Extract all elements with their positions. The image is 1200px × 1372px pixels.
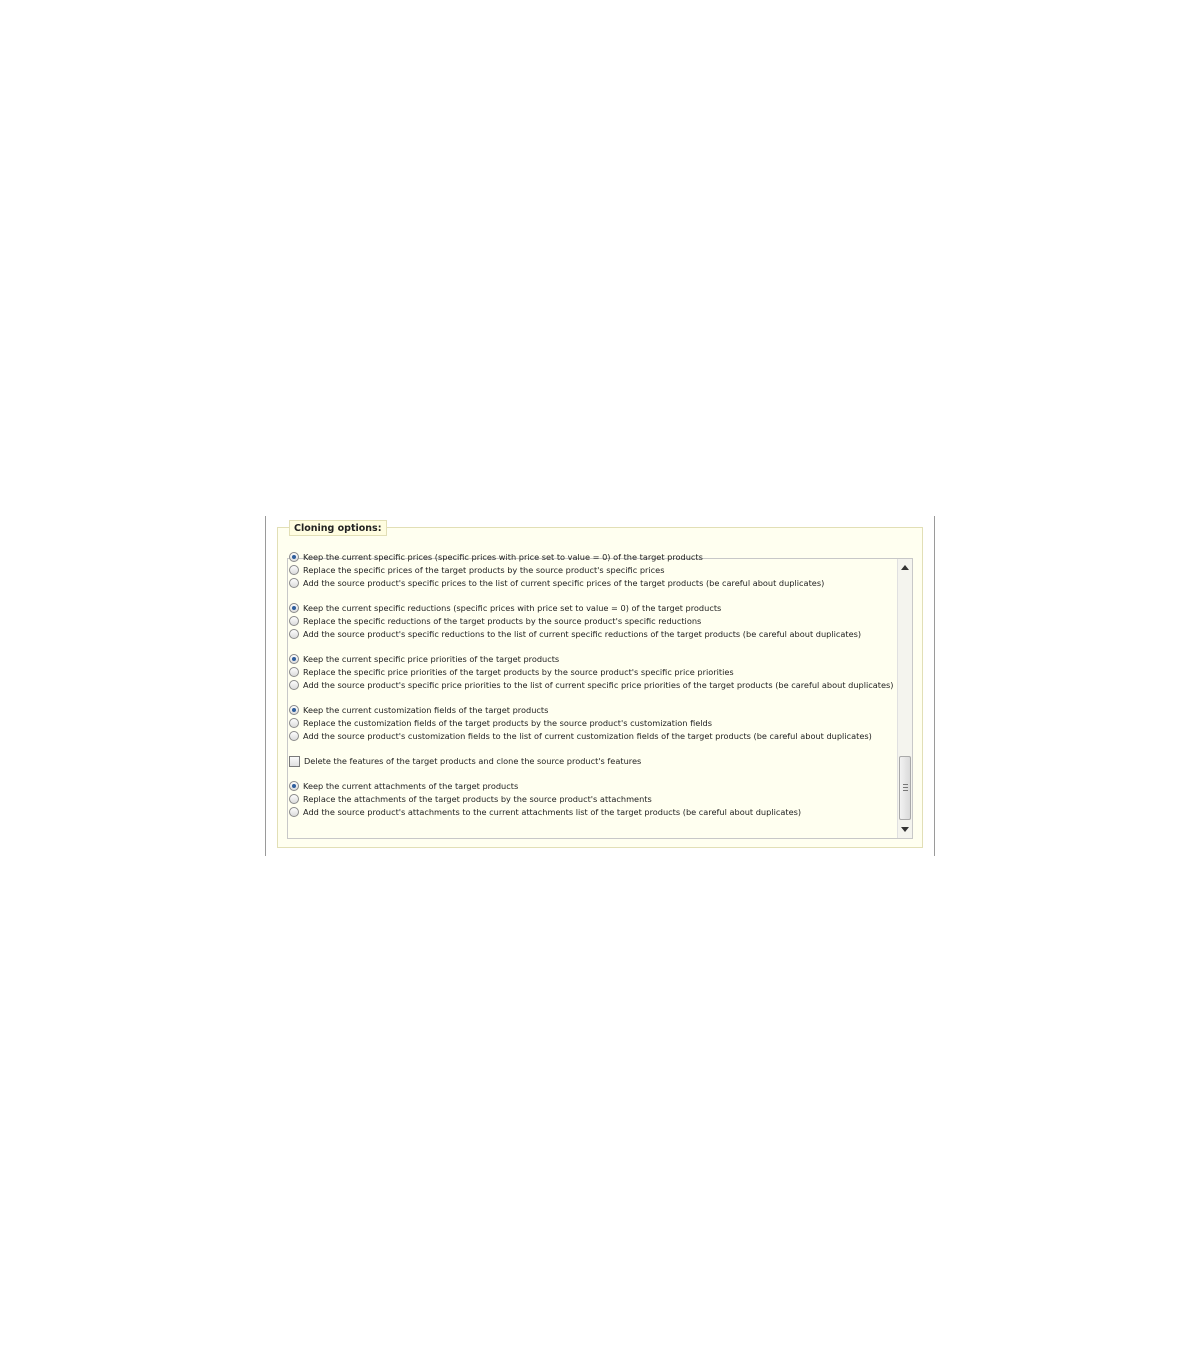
customization-fields-group	[288, 704, 898, 743]
radio-keep-customization-fields[interactable]	[289, 705, 299, 715]
scroll-up-arrow-icon[interactable]	[901, 565, 909, 570]
radio-add-specific-prices[interactable]	[289, 578, 299, 588]
radio-replace-specific-reductions[interactable]	[289, 616, 299, 626]
radio-add-customization-fields[interactable]	[289, 731, 299, 741]
attachments-group	[288, 780, 898, 819]
scroll-down-arrow-icon[interactable]	[901, 827, 909, 832]
page-frame-right-border	[934, 516, 935, 856]
option-label: Replace the specific prices of the target products by the source product's specific prices	[303, 565, 665, 575]
option-replace-price-priorities[interactable]	[288, 666, 898, 679]
option-label: Replace the specific price priorities of the target products by the source product's specific price priorities	[303, 667, 734, 677]
option-label: Keep the current attachments of the target products	[303, 781, 519, 791]
option-label: Replace the customization fields of the target products by the source product's customization fields	[303, 718, 713, 728]
option-label: Replace the specific reductions of the target products by the source product's specific reductions	[303, 616, 702, 626]
options-list	[288, 551, 898, 831]
grip-line-icon	[903, 784, 908, 785]
radio-add-specific-reductions[interactable]	[289, 629, 299, 639]
option-replace-attachments[interactable]	[288, 793, 898, 806]
option-keep-customization-fields[interactable]	[288, 704, 898, 717]
scrollbar-thumb[interactable]	[899, 756, 911, 820]
option-replace-customization-fields[interactable]	[288, 717, 898, 730]
option-keep-price-priorities[interactable]	[288, 653, 898, 666]
grip-line-icon	[903, 787, 908, 788]
option-label: Replace the attachments of the target products by the source product's attachments	[303, 794, 652, 804]
option-label: Add the source product's customization fields to the list of current customization fields of the target products (be careful about duplicates)	[303, 731, 872, 741]
option-add-specific-prices[interactable]	[288, 577, 898, 590]
radio-add-price-priorities[interactable]	[289, 680, 299, 690]
option-label: Keep the current specific reductions (specific prices with price set to value = 0) of the target products	[303, 603, 722, 613]
option-label: Add the source product's specific prices to the list of current specific prices of the target products (be careful about duplicates)	[303, 578, 825, 588]
radio-keep-specific-reductions[interactable]	[289, 603, 299, 613]
option-label: Add the source product's specific reductions to the list of current specific reductions of the target products (be careful about duplicates)	[303, 629, 862, 639]
specific-reductions-group	[288, 602, 898, 641]
option-replace-specific-reductions[interactable]	[288, 615, 898, 628]
radio-replace-attachments[interactable]	[289, 794, 299, 804]
checkbox-delete-features[interactable]	[289, 756, 300, 767]
option-add-customization-fields[interactable]	[288, 730, 898, 743]
radio-keep-attachments[interactable]	[289, 781, 299, 791]
option-add-specific-reductions[interactable]	[288, 628, 898, 641]
grip-line-icon	[903, 790, 908, 791]
cloning-options-scroll-area[interactable]	[287, 552, 913, 839]
option-replace-specific-prices[interactable]	[288, 564, 898, 577]
option-add-attachments[interactable]	[288, 806, 898, 819]
specific-prices-group	[288, 551, 898, 590]
option-label: Keep the current customization fields of the target products	[303, 705, 549, 715]
option-keep-attachments[interactable]	[288, 780, 898, 793]
option-label: Add the source product's specific price priorities to the list of current specific price priorities of the target products (be careful about duplicates)	[303, 680, 894, 690]
option-label: Delete the features of the target products and clone the source product's features	[304, 756, 642, 766]
radio-keep-specific-prices[interactable]	[289, 552, 299, 562]
radio-keep-price-priorities[interactable]	[289, 654, 299, 664]
radio-add-attachments[interactable]	[289, 807, 299, 817]
option-keep-specific-reductions[interactable]	[288, 602, 898, 615]
option-add-price-priorities[interactable]	[288, 679, 898, 692]
option-label: Keep the current specific price priorities of the target products	[303, 654, 560, 664]
option-keep-specific-prices[interactable]	[288, 551, 898, 564]
page-frame-left-border	[265, 516, 266, 856]
option-label: Keep the current specific prices (specific prices with price set to value = 0) of the target products	[303, 552, 703, 562]
radio-replace-price-priorities[interactable]	[289, 667, 299, 677]
option-label: Add the source product's attachments to the current attachments list of the target products (be careful about duplicates)	[303, 807, 802, 817]
features-group	[288, 755, 898, 768]
radio-replace-customization-fields[interactable]	[289, 718, 299, 728]
cloning-options-legend: Cloning options:	[289, 520, 387, 536]
price-priorities-group	[288, 653, 898, 692]
vertical-scrollbar[interactable]	[897, 559, 912, 838]
option-delete-features[interactable]	[288, 755, 898, 768]
radio-replace-specific-prices[interactable]	[289, 565, 299, 575]
